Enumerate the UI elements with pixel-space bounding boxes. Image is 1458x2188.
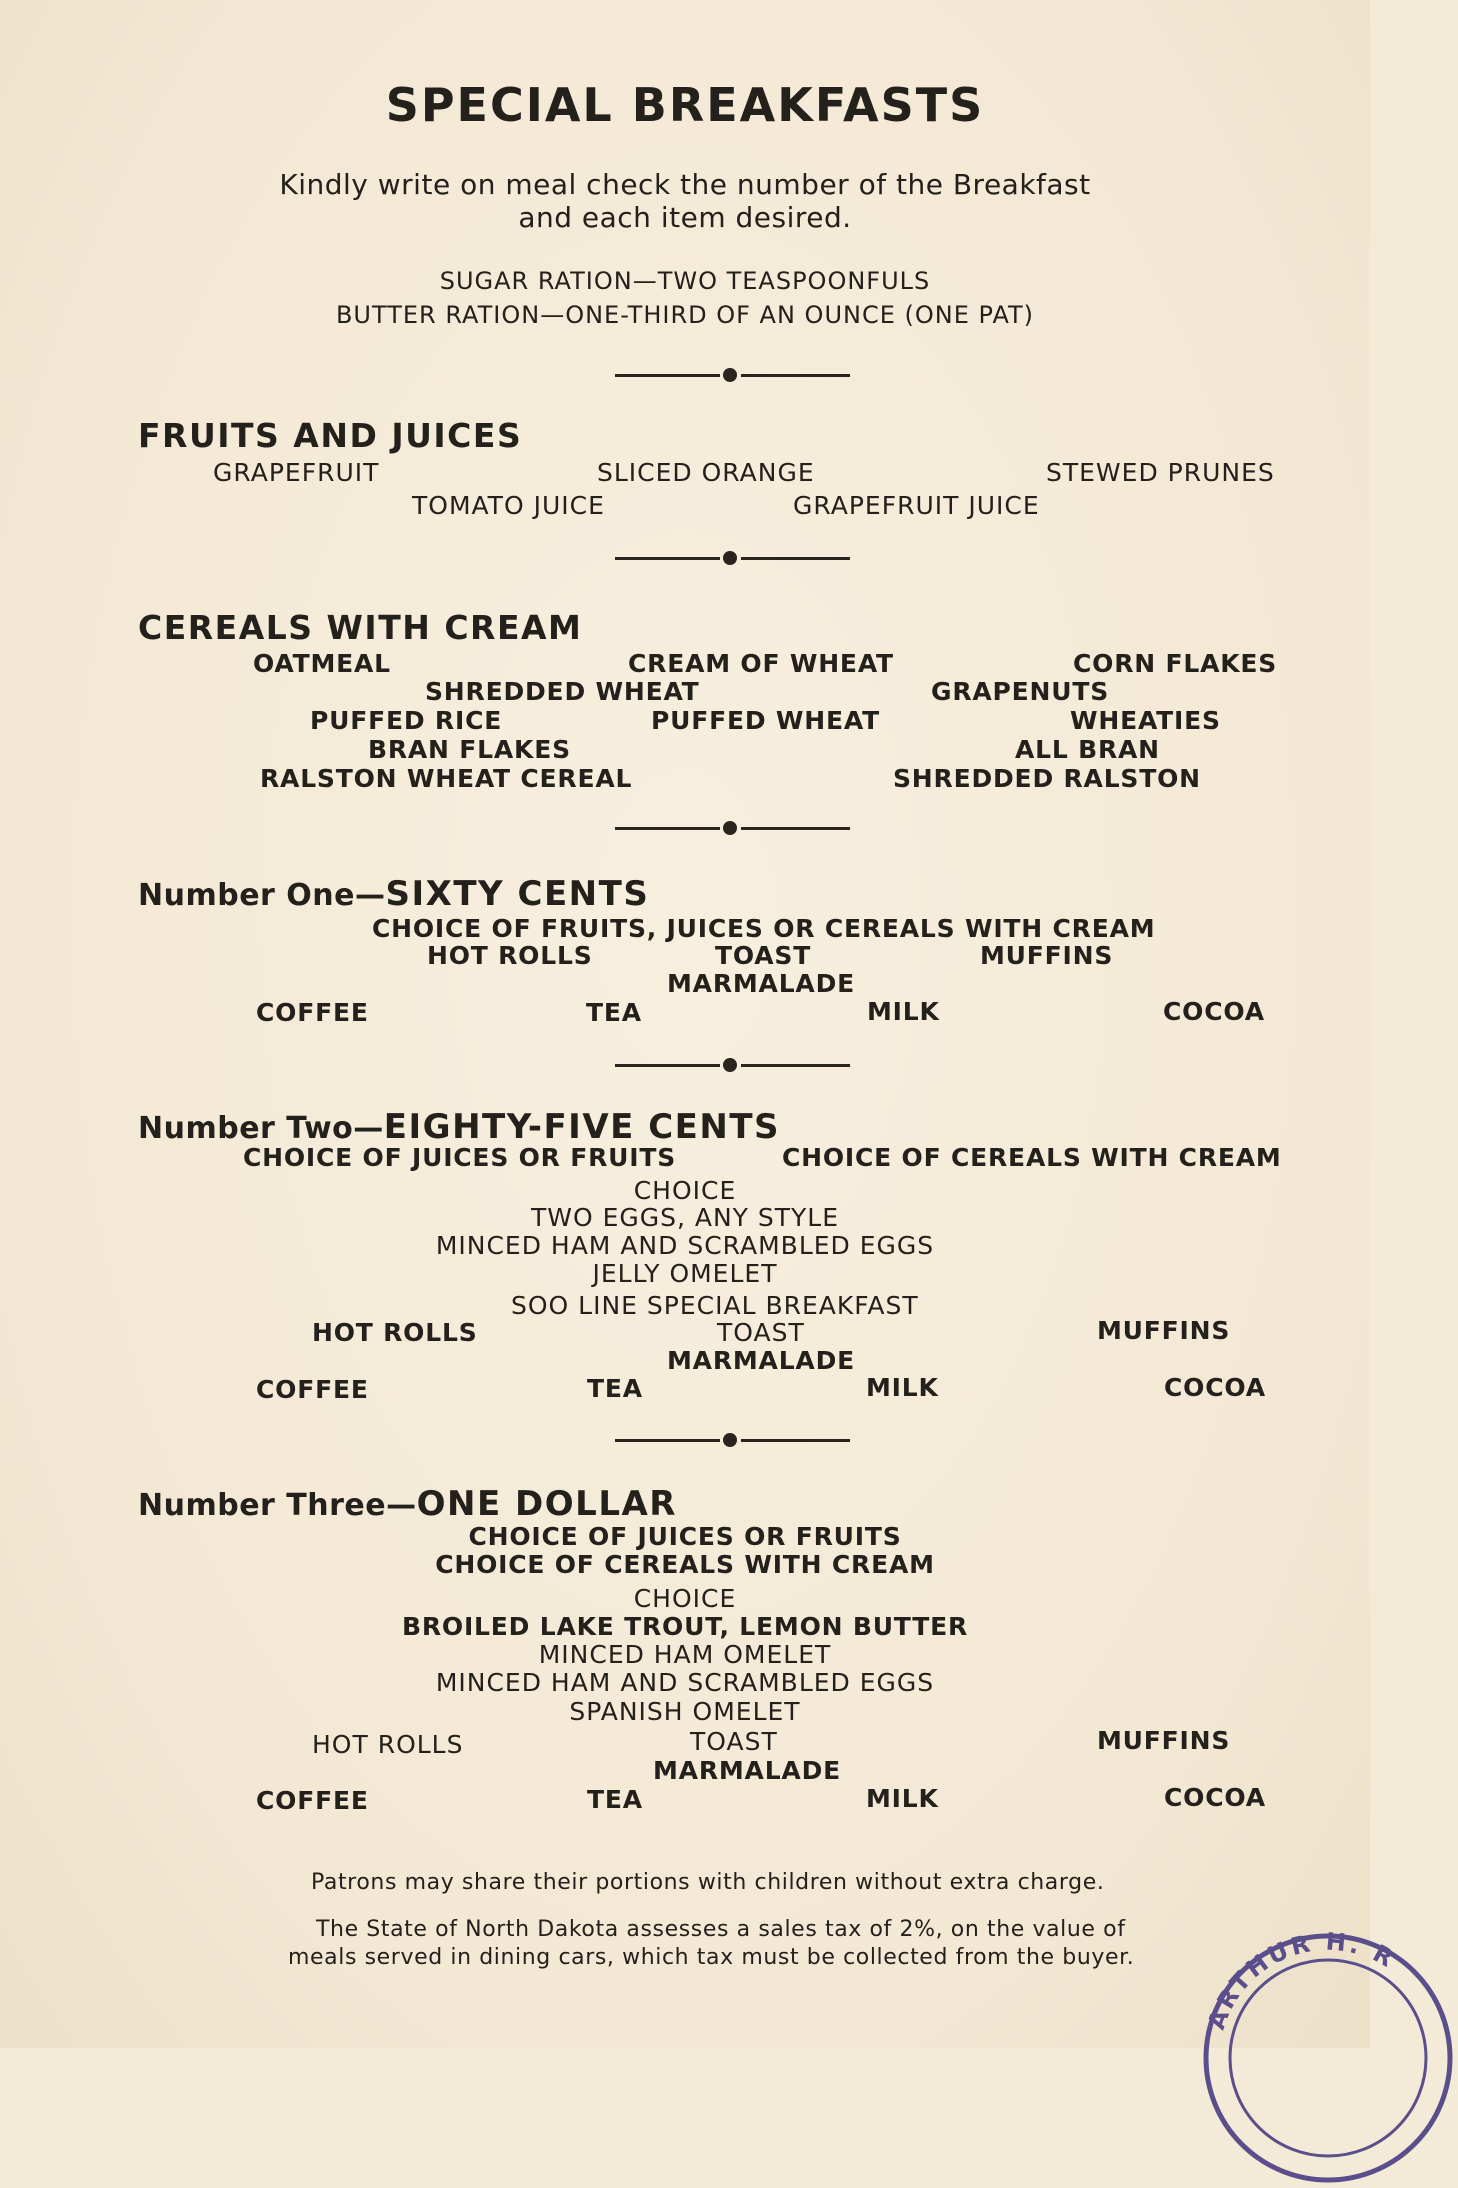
number-three-heading (138, 1484, 677, 1524)
sugar-ration: SUGAR RATION—TWO TEASPOONFULS (439, 267, 931, 295)
entree-item: JELLY OMELET (592, 1259, 778, 1288)
choice-juices: CHOICE OF JUICES OR FRUITS (243, 1143, 677, 1172)
muffins: MUFFINS (1097, 1726, 1231, 1755)
intro-line-1: Kindly write on meal check the number of the Breakfast (279, 168, 1091, 201)
cereal-item: CORN FLAKES (1073, 649, 1278, 678)
cereal-item: WHEATIES (1070, 706, 1221, 735)
menu-title: SPECIAL BREAKFASTS (385, 78, 985, 132)
coffee: COFFEE (256, 1375, 369, 1404)
section-divider (615, 365, 850, 385)
tax-note-line-1: The State of North Dakota assesses a sales tax of 2%, on the value of (316, 1917, 1126, 1942)
milk: MILK (867, 997, 940, 1026)
fruit-item: SLICED ORANGE (597, 458, 815, 487)
entree-item: TWO EGGS, ANY STYLE (530, 1203, 840, 1232)
butter-ration: BUTTER RATION—ONE-THIRD OF AN OUNCE (ONE PAT) (335, 301, 1035, 329)
fruit-item: TOMATO JUICE (412, 491, 605, 520)
cereal-item: PUFFED WHEAT (651, 706, 880, 735)
number-one-choice: CHOICE OF FRUITS, JUICES OR CEREALS WITH CREAM (372, 914, 1156, 943)
section-divider (615, 1430, 850, 1450)
cereal-item: PUFFED RICE (310, 706, 503, 735)
number-two-prefix: Number Two— (138, 1111, 384, 1146)
marmalade: MARMALADE (667, 969, 856, 998)
svg-text:ARTHUR H. R (1202, 1928, 1400, 2033)
fruit-item: GRAPEFRUIT JUICE (793, 491, 1040, 520)
cereal-item: SHREDDED WHEAT (425, 677, 700, 706)
entree-item: MINCED HAM OMELET (538, 1640, 832, 1669)
entree-item: MINCED HAM AND SCRAMBLED EGGS (435, 1231, 935, 1260)
cocoa: COCOA (1164, 1783, 1266, 1812)
cereal-item: ALL BRAN (1015, 735, 1160, 764)
choice-juices: CHOICE OF JUICES OR FRUITS (468, 1522, 902, 1551)
section-divider (615, 1055, 850, 1075)
section-divider (615, 818, 850, 838)
patrons-note: Patrons may share their portions with children without extra charge. (311, 1870, 1105, 1895)
choice-label: CHOICE (633, 1176, 737, 1205)
entree-item: SPANISH OMELET (569, 1697, 801, 1726)
number-one-prefix: Number One— (138, 878, 386, 913)
number-one-price: SIXTY CENTS (385, 874, 650, 914)
tea: TEA (586, 998, 642, 1027)
entree-item: MINCED HAM AND SCRAMBLED EGGS (435, 1668, 935, 1697)
cereal-item: OATMEAL (253, 649, 391, 678)
fruit-item: STEWED PRUNES (1046, 458, 1275, 487)
entree-item: SOO LINE SPECIAL BREAKFAST (511, 1291, 919, 1320)
marmalade: MARMALADE (667, 1346, 856, 1375)
cereal-item: SHREDDED RALSTON (893, 764, 1201, 793)
cocoa: COCOA (1163, 997, 1265, 1026)
intro-line-2: and each item desired. (518, 201, 852, 234)
muffins: MUFFINS (980, 941, 1114, 970)
fruits-heading: FRUITS AND JUICES (138, 416, 523, 455)
milk: MILK (866, 1373, 939, 1402)
entree-item: BROILED LAKE TROUT, LEMON BUTTER (401, 1612, 969, 1641)
coffee: COFFEE (256, 1786, 369, 1815)
choice-cereals: CHOICE OF CEREALS WITH CREAM (782, 1143, 1282, 1172)
cereal-item: GRAPENUTS (931, 677, 1110, 706)
section-divider (615, 548, 850, 568)
toast: TOAST (717, 1318, 805, 1347)
number-two-heading (138, 1107, 780, 1147)
number-three-prefix: Number Three— (138, 1488, 417, 1523)
number-two-price: EIGHTY-FIVE CENTS (383, 1107, 781, 1147)
ink-stamp (1198, 1928, 1458, 2188)
tea: TEA (587, 1785, 643, 1814)
tea: TEA (587, 1374, 643, 1403)
choice-label: CHOICE (633, 1584, 737, 1613)
toast: TOAST (690, 1727, 778, 1756)
cereal-item: RALSTON WHEAT CEREAL (260, 764, 633, 793)
milk: MILK (866, 1784, 939, 1813)
number-three-price: ONE DOLLAR (416, 1484, 677, 1524)
stamp-text: ARTHUR H. R (1202, 1928, 1401, 2034)
tax-note-line-2: meals served in dining cars, which tax must be collected from the buyer. (288, 1945, 1135, 1970)
toast: TOAST (715, 941, 812, 970)
cocoa: COCOA (1164, 1373, 1266, 1402)
hot-rolls: HOT ROLLS (427, 941, 593, 970)
cereal-item: BRAN FLAKES (368, 735, 571, 764)
hot-rolls: HOT ROLLS (312, 1730, 464, 1759)
muffins: MUFFINS (1097, 1316, 1231, 1345)
cereals-heading: CEREALS WITH CREAM (138, 608, 583, 647)
choice-cereals: CHOICE OF CEREALS WITH CREAM (435, 1550, 935, 1579)
cereal-item: CREAM OF WHEAT (628, 649, 894, 678)
number-one-heading (138, 874, 649, 914)
fruit-item: GRAPEFRUIT (213, 458, 380, 487)
marmalade: MARMALADE (653, 1756, 842, 1785)
hot-rolls: HOT ROLLS (312, 1318, 478, 1347)
coffee: COFFEE (256, 998, 369, 1027)
